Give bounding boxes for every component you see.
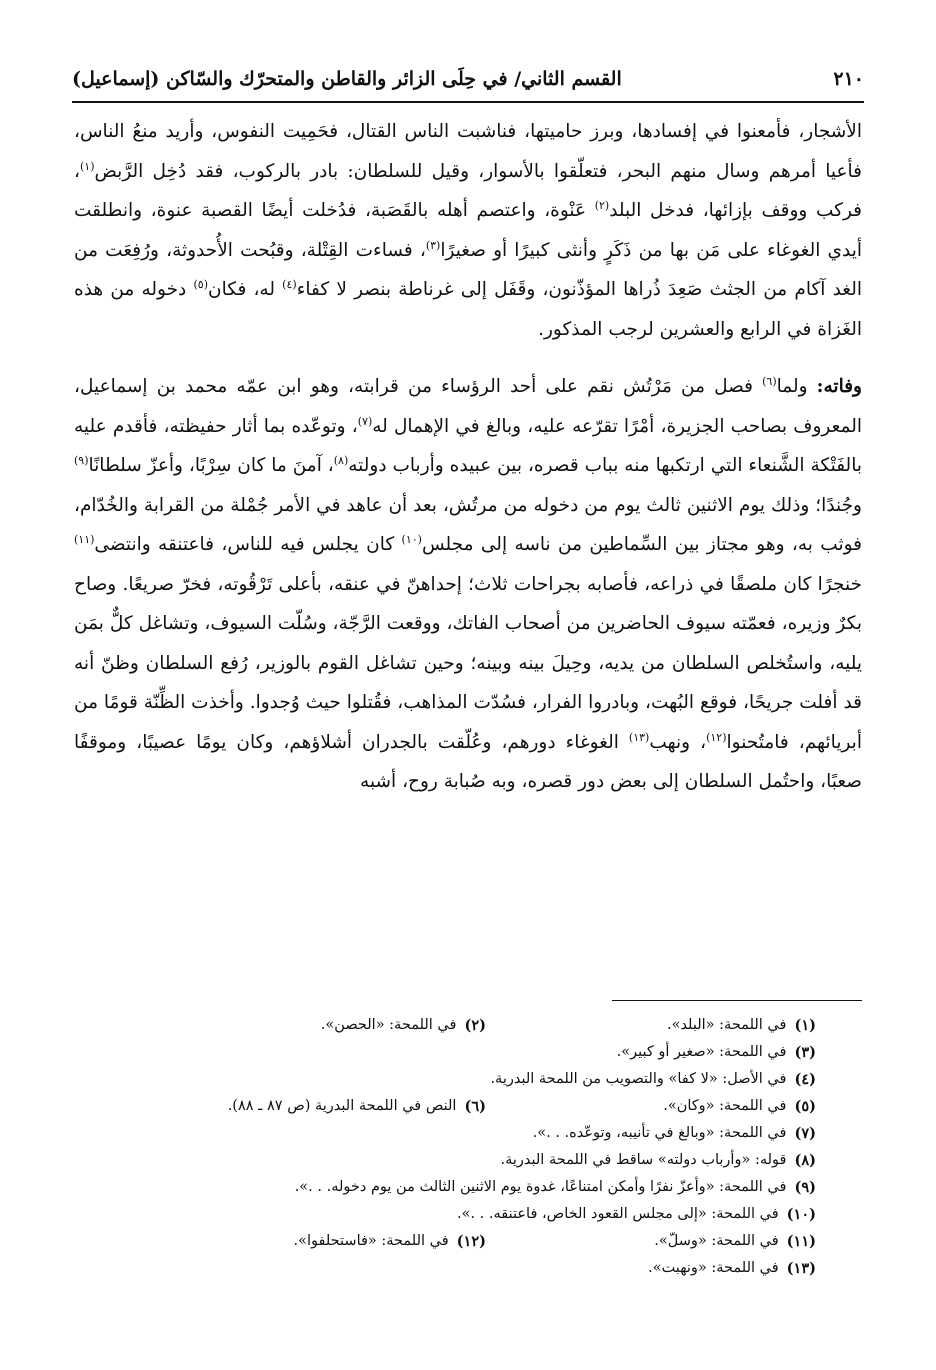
footnotes — [80, 1012, 816, 1282]
footnote-row — [80, 1039, 816, 1066]
text-run: ، فساءت القِتْلة، وقبُحت الأُحدوثة، ورُفِعَت من الغد آكام من الجثث صَعِدَ ذُراها المؤذّنون، وقَفَل إلى غرناطة بنصر لا كفاء — [74, 239, 862, 300]
text-run: له، فكان — [208, 279, 283, 300]
footnote-ref-10[interactable]: (١٠) — [401, 532, 422, 546]
footnote-text: في اللمحة: «إلى مجلس القعود الخاص، فاعتنقه. . .». — [456, 1206, 779, 1222]
footnote-11 — [486, 1228, 816, 1255]
footnote-number: (١١) — [786, 1233, 816, 1250]
page-number: ٢١٠ — [833, 68, 864, 90]
footnote-ref-8[interactable]: (٨) — [333, 453, 349, 467]
text-run: وجُندًا؛ وذلك يوم الاثنين ثالث يوم من دخوله من مرتُش، بعد أن عاهد في الأمر جُمْلة من القرابة والخُدّام، فوثب به، وهو مجتاز بين السِّماطين من ناسه إلى مجلس — [74, 494, 863, 555]
footnote-ref-2[interactable]: (٢) — [594, 198, 610, 212]
footnote-3 — [617, 1039, 816, 1066]
footnote-text: في اللمحة: «صغير أو كبير». — [616, 1044, 787, 1060]
footnote-number: (٨) — [794, 1152, 816, 1169]
footnote-text: في اللمحة: «وبالغ في تأنيبه، وتوعّده. . .». — [532, 1125, 787, 1141]
footnote-12 — [294, 1228, 486, 1255]
footnote-text: في اللمحة: «ونهبت». — [648, 1260, 779, 1276]
footnote-8 — [500, 1147, 816, 1174]
footnote-text: في اللمحة: «فاستحلفوا». — [293, 1233, 449, 1249]
footnote-separator — [612, 1000, 862, 1001]
footnote-13 — [648, 1255, 816, 1282]
header-rule — [72, 101, 864, 103]
footnote-number: (٥) — [794, 1098, 816, 1115]
text-run: ، وتوعّده بما أثار حفيظته، فأقدم عليه بالفَتْكة الشَّنعاء التي ارتكبها منه بباب قصره، بين عبيده وأرباب دولته — [74, 415, 862, 476]
footnote-row — [80, 1147, 816, 1174]
footnote-row — [80, 1120, 816, 1147]
footnote-row — [80, 1093, 816, 1120]
footnote-10 — [457, 1201, 816, 1228]
footnote-7 — [533, 1120, 816, 1147]
text-run: خنجرًا كان ملصقًا في ذراعه، فأصابه بجراحات ثلاث؛ إحداهنّ في عنقه، بأعلى تَرْقُوته، فخرّ صريعًا. وصاح بكرٌ وزيره، فعمّته سيوف الحاضرين من أصحاب الفاتك، ووقعت الرَّجّة، وسُلّت السيوف، وتشاغل كلٌّ بمَن يليه، واستُخلص السلطان من يديه، وحِيلَ بينه وبينه؛ وحين تشاغل القوم بالوزير، رُفع السلطان وظنّ أنه قد أفلت جريحًا، فوقع البُهت، وبادروا الفرار، فسُدّت المذاهب، فقُتلوا حيث وُجدوا. وأخذت الظِّنّة قومًا من أبريائهم، فامتُحنوا — [74, 573, 862, 753]
text-run: ، فركب ووقف بإزائها، فدخل البلد — [74, 160, 862, 221]
footnote-ref-5[interactable]: (٥) — [193, 277, 208, 291]
text-run: الغوغاء دورهم، وعُلّقت بالجدران أشلاؤهم، وكان يومًا عصيبًا، وموقفًا صعبًا، واحتُمل السلطان إلى بعض دور قصره، وبه صُبابة روح، أشبه — [74, 731, 862, 792]
text-run: عَنْوة، واعتصم أهله بالقَصَبة، فدُخلت أيضًا القصبة عنوة، وانطلقت أيدي الغوغاء على مَن بها من ذَكَرٍ وأنثى كبيرًا أو صغيرًا — [74, 200, 862, 261]
footnote-ref-1[interactable]: (١) — [79, 159, 95, 173]
footnote-number: (١) — [794, 1017, 816, 1034]
footnote-ref-7[interactable]: (٧) — [357, 414, 373, 428]
footnote-ref-12[interactable]: (١٢) — [706, 730, 727, 744]
footnote-text: في اللمحة: «وكان». — [663, 1098, 787, 1114]
running-title: القسم الثاني/ في حِلَى الزائر والقاطن والمتحرّك والسّاكن (إسماعيل) — [72, 68, 622, 90]
footnote-text: في الأصل: «لا كفا» والتصويب من اللمحة البدرية. — [490, 1071, 787, 1087]
footnote-number: (٣) — [794, 1044, 816, 1061]
footnote-number: (٢) — [464, 1017, 486, 1034]
main-text — [74, 112, 862, 802]
text-run: كان يجلس فيه للناس، فاعتنقه وانتضى — [94, 534, 402, 555]
footnote-row — [80, 1255, 816, 1282]
footnote-row — [80, 1066, 816, 1093]
footnote-text: النص في اللمحة البدرية (ص ٨٧ ـ ٨٨). — [227, 1098, 457, 1114]
text-run: ، آمنَ ما كان سِرْبًا، وأعزّ سلطانًا — [88, 455, 334, 476]
footnote-row — [80, 1228, 816, 1255]
footnote-text: في اللمحة: «البلد». — [666, 1017, 787, 1033]
footnote-9 — [295, 1174, 816, 1201]
footnote-ref-4[interactable]: (٤) — [282, 277, 297, 291]
footnote-number: (٩) — [794, 1179, 816, 1196]
footnote-5 — [486, 1093, 816, 1120]
footnote-row — [80, 1174, 816, 1201]
footnote-6 — [228, 1093, 486, 1120]
page-header — [72, 62, 864, 96]
footnote-row — [80, 1201, 816, 1228]
paragraph-conquest — [74, 112, 862, 349]
text-run: ، ونهب — [649, 731, 707, 753]
footnote-number: (٧) — [794, 1125, 816, 1142]
footnote-text: في اللمحة: «وأعزّ نفرًا وأمكن امتناعًا، غدوة يوم الاثنين الثالث من يوم دخوله. . .». — [294, 1179, 787, 1195]
footnote-1 — [486, 1012, 816, 1039]
footnote-row — [80, 1012, 816, 1039]
footnote-number: (٤) — [794, 1071, 816, 1088]
footnote-number: (٦) — [464, 1098, 486, 1115]
footnote-ref-13[interactable]: (١٣) — [628, 730, 650, 744]
footnote-number: (١٣) — [786, 1260, 816, 1277]
footnote-text: قوله: «وأرباب دولته» ساقط في اللمحة البدرية. — [500, 1152, 787, 1168]
footnote-text: في اللمحة: «وسلّ». — [654, 1233, 779, 1249]
footnote-ref-3[interactable]: (٣) — [425, 238, 441, 252]
footnote-number: (١٠) — [786, 1206, 816, 1223]
text-run: الأشجار، فأمعنوا في إفسادها، وبرز حاميتها، فناشبت الناس القتال، فحَمِيت النفوس، وأريد منعُ الناس، فأعيا أمرهم وسال منهم البحر، فتعلّقوا بالأسوار، وقيل للسلطان: بادر بالركوب، فقد دُخِل الرَّبض — [74, 121, 862, 182]
footnote-2 — [321, 1012, 486, 1039]
text-run: ولما — [776, 376, 817, 397]
paragraph-death — [74, 367, 862, 802]
footnote-number: (١٢) — [456, 1233, 486, 1250]
footnote-ref-6[interactable]: (٦) — [762, 374, 777, 388]
footnote-ref-11[interactable]: (١١) — [74, 532, 95, 546]
text-run: دخوله من هذه الغَزاة في الرابع والعشرين لرجب المذكور. — [74, 279, 862, 340]
section-lead: وفاته: — [816, 376, 862, 397]
footnote-text: في اللمحة: «الحصن». — [320, 1017, 457, 1033]
footnote-ref-9[interactable]: (٩) — [74, 453, 89, 467]
footnote-4 — [490, 1066, 816, 1093]
text-run: فصل من مَرْتُش نقم على أحد الرؤساء من قرابته، وهو ابن عمّه محمد بن إسماعيل، المعروف بصاحب الجزيرة، أمْرًا تقرّعه عليه، وبالغ في الإهمال له — [74, 376, 862, 437]
